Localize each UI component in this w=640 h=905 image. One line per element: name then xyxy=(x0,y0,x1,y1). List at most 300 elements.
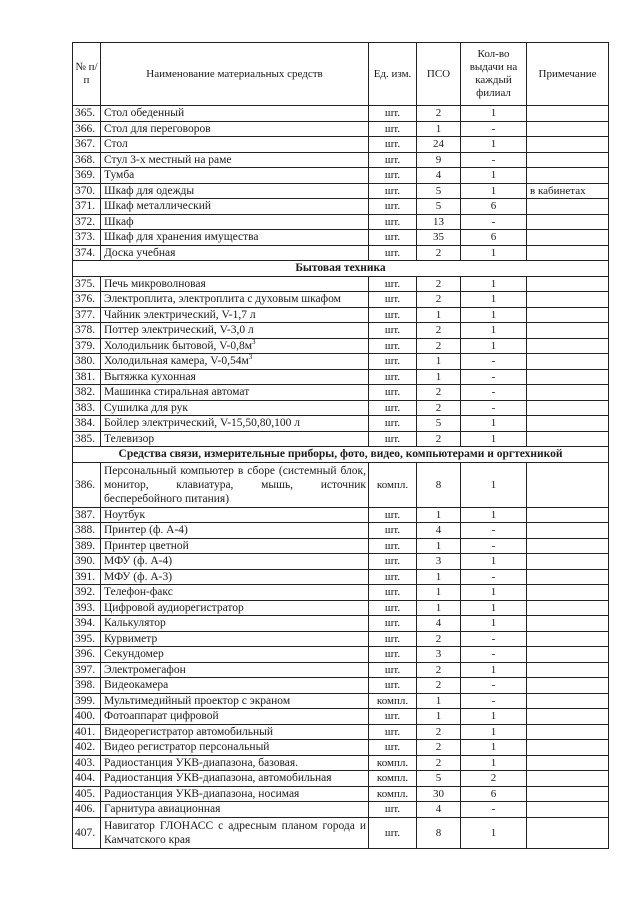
section-header-row xyxy=(73,447,609,463)
row-unit: шт. xyxy=(369,152,417,168)
row-note xyxy=(527,369,609,385)
row-unit: компл. xyxy=(369,462,417,507)
table-row xyxy=(73,106,609,122)
row-name-text: Холодильник бытовой, V-0,8м xyxy=(104,339,253,352)
row-unit: компл. xyxy=(369,771,417,787)
row-unit: шт. xyxy=(369,802,417,818)
table-row xyxy=(73,678,609,694)
row-name: Вытяжка кухонная xyxy=(101,369,369,385)
row-qty: 1 xyxy=(461,600,527,616)
table-row xyxy=(73,121,609,137)
row-note xyxy=(527,600,609,616)
row-qty: - xyxy=(461,569,527,585)
row-note xyxy=(527,569,609,585)
row-unit: шт. xyxy=(369,740,417,756)
row-note xyxy=(527,538,609,554)
row-qty: 1 xyxy=(461,585,527,601)
row-name: Шкаф металлический xyxy=(101,199,369,215)
row-pso: 1 xyxy=(417,569,461,585)
row-note xyxy=(527,693,609,709)
row-qty: 6 xyxy=(461,786,527,802)
row-qty: 1 xyxy=(461,168,527,184)
row-number: 368. xyxy=(73,152,101,168)
row-qty: 1 xyxy=(461,292,527,308)
table-row xyxy=(73,168,609,184)
row-pso: 5 xyxy=(417,416,461,432)
table-row xyxy=(73,338,609,354)
row-number: 401. xyxy=(73,724,101,740)
row-note xyxy=(527,416,609,432)
row-unit: шт. xyxy=(369,817,417,848)
table-row xyxy=(73,307,609,323)
row-note xyxy=(527,740,609,756)
row-pso: 4 xyxy=(417,616,461,632)
row-pso: 5 xyxy=(417,771,461,787)
row-qty: - xyxy=(461,678,527,694)
table-row xyxy=(73,462,609,507)
table-row xyxy=(73,214,609,230)
row-unit: шт. xyxy=(369,183,417,199)
section-header-row xyxy=(73,261,609,277)
section-title: Средства связи, измерительные приборы, фото, видео, компьютерами и оргтехникой xyxy=(73,447,609,463)
row-name: Курвиметр xyxy=(101,631,369,647)
row-pso: 4 xyxy=(417,802,461,818)
table-row xyxy=(73,400,609,416)
row-unit: шт. xyxy=(369,431,417,447)
row-note xyxy=(527,168,609,184)
row-pso: 5 xyxy=(417,199,461,215)
row-qty: 1 xyxy=(461,740,527,756)
row-note xyxy=(527,431,609,447)
row-note xyxy=(527,585,609,601)
table-row xyxy=(73,616,609,632)
row-number: 385. xyxy=(73,431,101,447)
row-name: Тумба xyxy=(101,168,369,184)
row-pso: 2 xyxy=(417,338,461,354)
row-unit: шт. xyxy=(369,647,417,663)
row-name: Стол обеденный xyxy=(101,106,369,122)
row-qty: - xyxy=(461,647,527,663)
row-name: Поттер электрический, V-3,0 л xyxy=(101,323,369,339)
row-note xyxy=(527,616,609,632)
row-number: 365. xyxy=(73,106,101,122)
row-name: Калькулятор xyxy=(101,616,369,632)
row-qty: 1 xyxy=(461,106,527,122)
row-number: 394. xyxy=(73,616,101,632)
row-name: Радиостанция УКВ-диапазона, базовая. xyxy=(101,755,369,771)
row-qty: 1 xyxy=(461,817,527,848)
row-pso: 5 xyxy=(417,183,461,199)
row-pso: 1 xyxy=(417,709,461,725)
row-note xyxy=(527,385,609,401)
row-qty: 1 xyxy=(461,507,527,523)
unit-exponent: 3 xyxy=(248,353,253,362)
row-qty: 1 xyxy=(461,462,527,507)
row-number: 377. xyxy=(73,307,101,323)
row-unit: шт. xyxy=(369,121,417,137)
row-qty: 1 xyxy=(461,323,527,339)
row-note xyxy=(527,507,609,523)
table-row xyxy=(73,724,609,740)
row-qty: - xyxy=(461,121,527,137)
row-unit: шт. xyxy=(369,523,417,539)
row-name: Электромегафон xyxy=(101,662,369,678)
materials-table xyxy=(72,42,609,849)
row-pso: 1 xyxy=(417,507,461,523)
table-row xyxy=(73,709,609,725)
row-pso: 35 xyxy=(417,230,461,246)
table-row xyxy=(73,600,609,616)
row-unit: шт. xyxy=(369,585,417,601)
row-pso: 8 xyxy=(417,817,461,848)
row-number: 373. xyxy=(73,230,101,246)
table-row xyxy=(73,354,609,370)
row-number: 383. xyxy=(73,400,101,416)
row-name: Шкаф для хранения имущества xyxy=(101,230,369,246)
row-pso: 2 xyxy=(417,740,461,756)
row-unit: шт. xyxy=(369,631,417,647)
row-unit: шт. xyxy=(369,168,417,184)
row-qty: 1 xyxy=(461,137,527,153)
row-number: 366. xyxy=(73,121,101,137)
row-note xyxy=(527,214,609,230)
row-unit: шт. xyxy=(369,678,417,694)
table-row xyxy=(73,585,609,601)
table-row xyxy=(73,199,609,215)
row-name: Видеокамера xyxy=(101,678,369,694)
row-note xyxy=(527,631,609,647)
header-name: Наименование материальных средств xyxy=(101,43,369,106)
row-pso: 2 xyxy=(417,323,461,339)
row-note xyxy=(527,323,609,339)
row-unit: шт. xyxy=(369,369,417,385)
row-name: Секундомер xyxy=(101,647,369,663)
row-unit: шт. xyxy=(369,307,417,323)
row-name: Доска учебная xyxy=(101,245,369,261)
row-note xyxy=(527,662,609,678)
row-pso: 3 xyxy=(417,554,461,570)
row-note xyxy=(527,152,609,168)
row-name: Печь микроволновая xyxy=(101,276,369,292)
row-qty: - xyxy=(461,385,527,401)
table-row xyxy=(73,662,609,678)
row-number: 372. xyxy=(73,214,101,230)
row-note xyxy=(527,245,609,261)
row-name: Сушилка для рук xyxy=(101,400,369,416)
row-qty: 2 xyxy=(461,771,527,787)
row-unit: шт. xyxy=(369,292,417,308)
row-unit: шт. xyxy=(369,400,417,416)
row-qty: 1 xyxy=(461,276,527,292)
row-number: 384. xyxy=(73,416,101,432)
row-note xyxy=(527,106,609,122)
row-unit: шт. xyxy=(369,416,417,432)
row-qty: 1 xyxy=(461,662,527,678)
row-unit: шт. xyxy=(369,724,417,740)
row-note xyxy=(527,307,609,323)
table-row xyxy=(73,137,609,153)
row-number: 375. xyxy=(73,276,101,292)
row-number: 392. xyxy=(73,585,101,601)
row-qty: - xyxy=(461,369,527,385)
row-name: Цифровой аудиорегистратор xyxy=(101,600,369,616)
row-pso: 4 xyxy=(417,168,461,184)
row-name: Чайник электрический, V-1,7 л xyxy=(101,307,369,323)
row-number: 388. xyxy=(73,523,101,539)
row-qty: 1 xyxy=(461,183,527,199)
row-unit: шт. xyxy=(369,276,417,292)
row-number: 370. xyxy=(73,183,101,199)
row-qty: 1 xyxy=(461,724,527,740)
row-pso: 2 xyxy=(417,385,461,401)
row-number: 374. xyxy=(73,245,101,261)
row-number: 390. xyxy=(73,554,101,570)
row-unit: шт. xyxy=(369,616,417,632)
row-number: 407. xyxy=(73,817,101,848)
row-name: Стол для переговоров xyxy=(101,121,369,137)
row-unit: компл. xyxy=(369,755,417,771)
row-unit: шт. xyxy=(369,245,417,261)
row-pso: 2 xyxy=(417,400,461,416)
header-unit: Ед. изм. xyxy=(369,43,417,106)
row-unit: шт. xyxy=(369,385,417,401)
row-name: Видеорегистратор автомобильный xyxy=(101,724,369,740)
row-number: 376. xyxy=(73,292,101,308)
row-qty: - xyxy=(461,802,527,818)
row-unit: шт. xyxy=(369,323,417,339)
row-unit: шт. xyxy=(369,199,417,215)
row-unit: шт. xyxy=(369,214,417,230)
table-row xyxy=(73,292,609,308)
row-name: Видео регистратор персональный xyxy=(101,740,369,756)
row-note xyxy=(527,786,609,802)
header-num: № п/п xyxy=(73,43,101,106)
table-row xyxy=(73,817,609,848)
table-row xyxy=(73,538,609,554)
header-qty: Кол-во выдачи на каждый филиал xyxy=(461,43,527,106)
row-number: 381. xyxy=(73,369,101,385)
row-number: 379. xyxy=(73,338,101,354)
row-pso: 2 xyxy=(417,662,461,678)
row-name xyxy=(101,354,369,370)
row-note xyxy=(527,121,609,137)
row-note xyxy=(527,817,609,848)
row-name: Телефон-факс xyxy=(101,585,369,601)
row-unit: шт. xyxy=(369,230,417,246)
table-row xyxy=(73,569,609,585)
table-row xyxy=(73,245,609,261)
row-unit: шт. xyxy=(369,507,417,523)
row-number: 389. xyxy=(73,538,101,554)
row-unit: шт. xyxy=(369,569,417,585)
row-unit: шт. xyxy=(369,554,417,570)
row-note xyxy=(527,462,609,507)
row-note xyxy=(527,724,609,740)
table-row xyxy=(73,523,609,539)
row-pso: 8 xyxy=(417,462,461,507)
row-pso: 9 xyxy=(417,152,461,168)
row-note xyxy=(527,354,609,370)
row-pso: 3 xyxy=(417,647,461,663)
table-row xyxy=(73,385,609,401)
row-name: Телевизор xyxy=(101,431,369,447)
row-number: 387. xyxy=(73,507,101,523)
row-pso: 2 xyxy=(417,678,461,694)
row-qty: 1 xyxy=(461,709,527,725)
unit-exponent: 3 xyxy=(252,338,256,346)
row-note xyxy=(527,230,609,246)
row-number: 397. xyxy=(73,662,101,678)
row-pso: 2 xyxy=(417,245,461,261)
row-pso: 1 xyxy=(417,538,461,554)
row-name: Стул 3-х местный на раме xyxy=(101,152,369,168)
row-note: в кабинетах xyxy=(527,183,609,199)
row-number: 391. xyxy=(73,569,101,585)
row-note xyxy=(527,554,609,570)
row-name: Ноутбук xyxy=(101,507,369,523)
row-pso: 4 xyxy=(417,523,461,539)
row-pso: 2 xyxy=(417,724,461,740)
row-unit: шт. xyxy=(369,709,417,725)
row-name: Навигатор ГЛОНАСС с адресным планом города и Камчатского края xyxy=(101,817,369,848)
row-name xyxy=(101,338,369,354)
table-row xyxy=(73,369,609,385)
row-qty: - xyxy=(461,538,527,554)
row-number: 380. xyxy=(73,354,101,370)
row-unit: шт. xyxy=(369,106,417,122)
row-qty: 1 xyxy=(461,554,527,570)
row-unit: компл. xyxy=(369,693,417,709)
row-name: Стол xyxy=(101,137,369,153)
row-qty: 1 xyxy=(461,245,527,261)
row-qty: 1 xyxy=(461,755,527,771)
row-unit: шт. xyxy=(369,137,417,153)
table-row xyxy=(73,152,609,168)
row-name: Гарнитура авиационная xyxy=(101,802,369,818)
row-number: 369. xyxy=(73,168,101,184)
table-row xyxy=(73,771,609,787)
table-row xyxy=(73,802,609,818)
row-name: Бойлер электрический, V-15,50,80,100 л xyxy=(101,416,369,432)
row-qty: 6 xyxy=(461,230,527,246)
row-qty: - xyxy=(461,631,527,647)
row-number: 406. xyxy=(73,802,101,818)
row-name: МФУ (ф. А-3) xyxy=(101,569,369,585)
row-note xyxy=(527,338,609,354)
table-body xyxy=(73,106,609,849)
table-row xyxy=(73,693,609,709)
row-number: 378. xyxy=(73,323,101,339)
row-qty: 1 xyxy=(461,616,527,632)
table-row xyxy=(73,647,609,663)
row-qty: - xyxy=(461,523,527,539)
row-note xyxy=(527,292,609,308)
row-pso: 2 xyxy=(417,276,461,292)
row-name: Машинка стиральная автомат xyxy=(101,385,369,401)
row-qty: - xyxy=(461,152,527,168)
row-note xyxy=(527,771,609,787)
row-number: 371. xyxy=(73,199,101,215)
table-row xyxy=(73,631,609,647)
row-qty: - xyxy=(461,214,527,230)
row-name: Электроплита, электроплита с духовым шкафом xyxy=(101,292,369,308)
row-pso: 2 xyxy=(417,292,461,308)
row-note xyxy=(527,199,609,215)
table-row xyxy=(73,416,609,432)
row-pso: 30 xyxy=(417,786,461,802)
row-number: 393. xyxy=(73,600,101,616)
row-pso: 1 xyxy=(417,121,461,137)
row-qty: 1 xyxy=(461,416,527,432)
row-name: Шкаф xyxy=(101,214,369,230)
row-name: Принтер (ф. А-4) xyxy=(101,523,369,539)
row-unit: шт. xyxy=(369,538,417,554)
row-pso: 2 xyxy=(417,631,461,647)
row-pso: 1 xyxy=(417,693,461,709)
row-unit: компл. xyxy=(369,786,417,802)
row-number: 402. xyxy=(73,740,101,756)
table-row xyxy=(73,230,609,246)
row-unit: шт. xyxy=(369,600,417,616)
row-note xyxy=(527,523,609,539)
table-row xyxy=(73,786,609,802)
row-note xyxy=(527,755,609,771)
row-note xyxy=(527,678,609,694)
row-number: 382. xyxy=(73,385,101,401)
row-name: Персональный компьютер в сборе (системный блок, монитор, клавиатура, мышь, источник бесперебойного питания) xyxy=(101,462,369,507)
table-row xyxy=(73,740,609,756)
row-name: Радиостанция УКВ-диапазона, автомобильная xyxy=(101,771,369,787)
row-pso: 24 xyxy=(417,137,461,153)
row-number: 396. xyxy=(73,647,101,663)
row-note xyxy=(527,709,609,725)
row-number: 386. xyxy=(73,462,101,507)
header-pso: ПСО xyxy=(417,43,461,106)
row-qty: 6 xyxy=(461,199,527,215)
row-pso: 1 xyxy=(417,600,461,616)
row-qty: - xyxy=(461,354,527,370)
row-name: МФУ (ф. А-4) xyxy=(101,554,369,570)
row-note xyxy=(527,400,609,416)
row-qty: 1 xyxy=(461,307,527,323)
row-note xyxy=(527,647,609,663)
row-pso: 2 xyxy=(417,755,461,771)
row-note xyxy=(527,276,609,292)
table-row xyxy=(73,507,609,523)
row-name-text: Холодильная камера, V-0,54м xyxy=(104,355,249,368)
row-name: Шкаф для одежды xyxy=(101,183,369,199)
row-unit: шт. xyxy=(369,354,417,370)
row-qty: 1 xyxy=(461,431,527,447)
row-qty: - xyxy=(461,400,527,416)
row-unit: шт. xyxy=(369,338,417,354)
table-row xyxy=(73,755,609,771)
row-number: 403. xyxy=(73,755,101,771)
row-number: 367. xyxy=(73,137,101,153)
row-number: 398. xyxy=(73,678,101,694)
row-pso: 2 xyxy=(417,431,461,447)
row-number: 404. xyxy=(73,771,101,787)
row-note xyxy=(527,802,609,818)
row-pso: 1 xyxy=(417,585,461,601)
table-row xyxy=(73,554,609,570)
row-number: 399. xyxy=(73,693,101,709)
row-name: Радиостанция УКВ-диапазона, носимая xyxy=(101,786,369,802)
row-number: 395. xyxy=(73,631,101,647)
row-unit: шт. xyxy=(369,662,417,678)
row-pso: 1 xyxy=(417,307,461,323)
row-pso: 1 xyxy=(417,369,461,385)
